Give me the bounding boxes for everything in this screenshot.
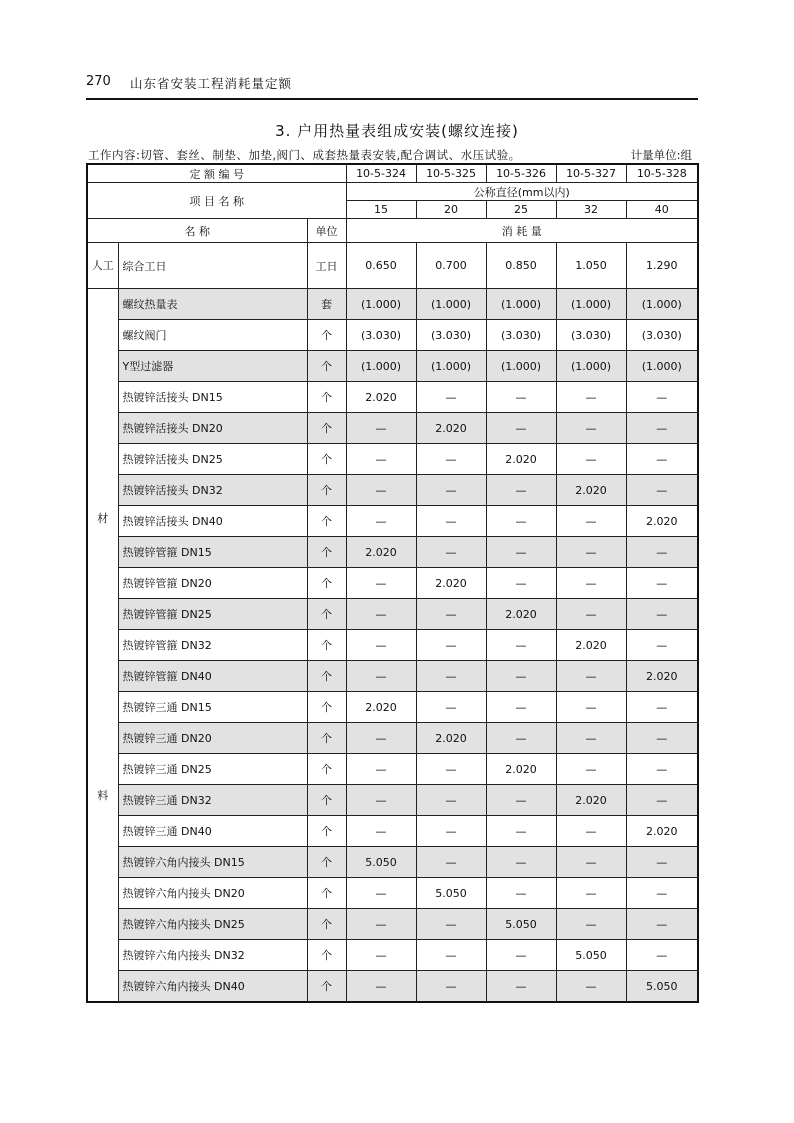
material-row — [87, 444, 698, 475]
labor-category: 人工 — [87, 243, 118, 289]
material-row — [87, 351, 698, 382]
quota-no-label: 定 额 编 号 — [87, 164, 346, 183]
material-unit: 套 — [307, 289, 346, 320]
material-unit: 个 — [307, 692, 346, 723]
material-value: 2.020 — [346, 382, 416, 413]
material-value: — — [416, 661, 486, 692]
material-value: — — [626, 847, 698, 878]
material-value: 2.020 — [556, 630, 626, 661]
material-unit: 个 — [307, 320, 346, 351]
material-value: — — [486, 692, 556, 723]
material-unit: 个 — [307, 878, 346, 909]
material-value: — — [486, 847, 556, 878]
material-value: — — [486, 785, 556, 816]
quota-code-row — [87, 164, 698, 183]
page-header — [86, 74, 698, 100]
material-value: — — [346, 413, 416, 444]
work-content: 工作内容:切管、套丝、制垫、加垫,阀门、成套热量表安装,配合调试、水压试验。 — [88, 148, 521, 162]
consumption-label: 消 耗 量 — [346, 219, 698, 243]
material-value: — — [556, 754, 626, 785]
diameter-cell: 32 — [556, 201, 626, 219]
labor-row — [87, 243, 698, 289]
material-name: 热镀锌管箍 DN20 — [118, 568, 307, 599]
book-title: 山东省安装工程消耗量定额 — [130, 76, 293, 91]
material-value: — — [346, 568, 416, 599]
material-value: 2.020 — [626, 816, 698, 847]
material-row — [87, 537, 698, 568]
material-value: — — [486, 878, 556, 909]
material-value: — — [346, 785, 416, 816]
material-unit: 个 — [307, 785, 346, 816]
material-value: (1.000) — [346, 289, 416, 320]
material-value: — — [486, 940, 556, 971]
material-value: — — [416, 537, 486, 568]
material-value: — — [346, 661, 416, 692]
material-value: — — [416, 754, 486, 785]
unit-of-measure: 计量单位:组 — [630, 148, 692, 162]
material-value: — — [626, 413, 698, 444]
material-unit: 个 — [307, 413, 346, 444]
material-value: — — [416, 816, 486, 847]
material-row — [87, 506, 698, 537]
material-row — [87, 940, 698, 971]
labor-unit: 工日 — [307, 243, 346, 289]
material-row — [87, 568, 698, 599]
material-value: 2.020 — [626, 661, 698, 692]
material-value: 5.050 — [626, 971, 698, 1003]
material-value: — — [486, 475, 556, 506]
material-value: (1.000) — [486, 289, 556, 320]
material-row — [87, 971, 698, 1003]
header-rule — [86, 98, 698, 100]
material-value: (1.000) — [416, 351, 486, 382]
material-row — [87, 723, 698, 754]
material-value: (1.000) — [626, 351, 698, 382]
material-value: — — [556, 413, 626, 444]
material-row — [87, 661, 698, 692]
material-name: 热镀锌三通 DN15 — [118, 692, 307, 723]
material-value: — — [626, 878, 698, 909]
diameter-label-row — [87, 183, 698, 201]
material-value: — — [626, 692, 698, 723]
material-row — [87, 816, 698, 847]
material-name: 热镀锌六角内接头 DN15 — [118, 847, 307, 878]
item-name-label: 项 目 名 称 — [87, 183, 346, 219]
quota-code-cell: 10-5-325 — [416, 164, 486, 183]
material-value: 2.020 — [416, 413, 486, 444]
quota-code-cell: 10-5-326 — [486, 164, 556, 183]
material-name: 螺纹阀门 — [118, 320, 307, 351]
material-value: 5.050 — [556, 940, 626, 971]
material-name: 热镀锌活接头 DN15 — [118, 382, 307, 413]
material-value: — — [346, 940, 416, 971]
material-value: 2.020 — [346, 692, 416, 723]
material-value: (3.030) — [626, 320, 698, 351]
material-category — [87, 289, 118, 1003]
material-value: — — [486, 971, 556, 1003]
material-value: — — [556, 537, 626, 568]
material-value: 2.020 — [486, 754, 556, 785]
material-name: 热镀锌管箍 DN32 — [118, 630, 307, 661]
material-unit: 个 — [307, 723, 346, 754]
material-value: — — [626, 382, 698, 413]
material-value: — — [486, 506, 556, 537]
material-value: (1.000) — [416, 289, 486, 320]
diameter-cell: 15 — [346, 201, 416, 219]
material-row — [87, 289, 698, 320]
material-row — [87, 630, 698, 661]
material-name: 热镀锌管箍 DN25 — [118, 599, 307, 630]
material-value: 2.020 — [416, 568, 486, 599]
material-value: (1.000) — [346, 351, 416, 382]
material-value: — — [346, 723, 416, 754]
material-name: 热镀锌六角内接头 DN32 — [118, 940, 307, 971]
labor-value: 0.850 — [486, 243, 556, 289]
material-value: — — [416, 971, 486, 1003]
material-unit: 个 — [307, 382, 346, 413]
material-value: — — [626, 754, 698, 785]
col-unit-label: 单位 — [307, 219, 346, 243]
diameter-cell: 40 — [626, 201, 698, 219]
labor-value: 1.050 — [556, 243, 626, 289]
material-unit: 个 — [307, 661, 346, 692]
material-value: — — [346, 506, 416, 537]
material-name: 热镀锌活接头 DN20 — [118, 413, 307, 444]
material-value: — — [556, 847, 626, 878]
material-value: (1.000) — [626, 289, 698, 320]
material-value: — — [416, 599, 486, 630]
material-value: — — [626, 785, 698, 816]
material-name: 热镀锌六角内接头 DN20 — [118, 878, 307, 909]
material-value: — — [626, 940, 698, 971]
material-value: 5.050 — [416, 878, 486, 909]
labor-value: 1.290 — [626, 243, 698, 289]
material-unit: 个 — [307, 568, 346, 599]
col-name-label: 名 称 — [87, 219, 307, 243]
material-unit: 个 — [307, 475, 346, 506]
material-value: — — [556, 816, 626, 847]
material-value: — — [626, 909, 698, 940]
material-value: — — [626, 630, 698, 661]
material-value: — — [346, 971, 416, 1003]
material-value: — — [416, 692, 486, 723]
material-name: 热镀锌三通 DN32 — [118, 785, 307, 816]
material-value: — — [626, 537, 698, 568]
material-value: — — [626, 723, 698, 754]
material-unit: 个 — [307, 754, 346, 785]
material-unit: 个 — [307, 630, 346, 661]
material-value: — — [416, 444, 486, 475]
material-value: — — [346, 599, 416, 630]
material-value: (1.000) — [486, 351, 556, 382]
material-value: — — [416, 475, 486, 506]
material-value: — — [486, 382, 556, 413]
material-row — [87, 692, 698, 723]
material-unit: 个 — [307, 816, 346, 847]
material-value: — — [626, 599, 698, 630]
material-name: Y型过滤器 — [118, 351, 307, 382]
material-value: — — [556, 382, 626, 413]
material-row — [87, 475, 698, 506]
material-name: 热镀锌管箍 DN15 — [118, 537, 307, 568]
material-value: — — [416, 909, 486, 940]
material-value: (3.030) — [486, 320, 556, 351]
material-value: 2.020 — [486, 444, 556, 475]
material-value: — — [626, 475, 698, 506]
labor-value: 0.650 — [346, 243, 416, 289]
material-row — [87, 878, 698, 909]
material-unit: 个 — [307, 444, 346, 475]
material-row — [87, 413, 698, 444]
material-value: — — [556, 971, 626, 1003]
material-name: 热镀锌六角内接头 DN40 — [118, 971, 307, 1003]
material-value: — — [486, 661, 556, 692]
material-value: 2.020 — [556, 475, 626, 506]
material-unit: 个 — [307, 847, 346, 878]
labor-name: 综合工日 — [118, 243, 307, 289]
material-name: 热镀锌六角内接头 DN25 — [118, 909, 307, 940]
material-category-bottom: 料 — [97, 789, 109, 803]
material-row — [87, 320, 698, 351]
material-unit: 个 — [307, 351, 346, 382]
material-unit: 个 — [307, 909, 346, 940]
material-name: 热镀锌活接头 DN40 — [118, 506, 307, 537]
material-value: — — [416, 630, 486, 661]
material-name: 热镀锌管箍 DN40 — [118, 661, 307, 692]
quota-code-cell: 10-5-324 — [346, 164, 416, 183]
material-row — [87, 382, 698, 413]
material-value: 5.050 — [346, 847, 416, 878]
quota-code-cell: 10-5-327 — [556, 164, 626, 183]
material-value: (3.030) — [416, 320, 486, 351]
material-value: (3.030) — [556, 320, 626, 351]
material-value: — — [556, 661, 626, 692]
material-unit: 个 — [307, 599, 346, 630]
material-name: 热镀锌三通 DN20 — [118, 723, 307, 754]
material-value: — — [556, 506, 626, 537]
material-value: — — [486, 413, 556, 444]
material-value: 2.020 — [346, 537, 416, 568]
material-value: — — [416, 506, 486, 537]
material-name: 热镀锌三通 DN40 — [118, 816, 307, 847]
material-name: 螺纹热量表 — [118, 289, 307, 320]
material-value: (1.000) — [556, 289, 626, 320]
material-value: — — [346, 909, 416, 940]
material-value: — — [556, 909, 626, 940]
material-value: — — [486, 723, 556, 754]
material-value: (1.000) — [556, 351, 626, 382]
material-row — [87, 599, 698, 630]
quota-code-cell: 10-5-328 — [626, 164, 698, 183]
material-name: 热镀锌三通 DN25 — [118, 754, 307, 785]
material-row — [87, 909, 698, 940]
material-value: — — [486, 630, 556, 661]
material-row — [87, 754, 698, 785]
material-value: (3.030) — [346, 320, 416, 351]
material-value: — — [346, 475, 416, 506]
material-value: 5.050 — [486, 909, 556, 940]
material-value: — — [416, 382, 486, 413]
material-unit: 个 — [307, 537, 346, 568]
material-value: — — [556, 568, 626, 599]
diameter-cell: 25 — [486, 201, 556, 219]
material-value: — — [486, 568, 556, 599]
material-value: — — [626, 568, 698, 599]
material-value: — — [556, 878, 626, 909]
material-value: — — [486, 537, 556, 568]
material-name: 热镀锌活接头 DN25 — [118, 444, 307, 475]
material-value: — — [486, 816, 556, 847]
diameter-label: 公称直径(mm以内) — [346, 183, 698, 201]
material-unit: 个 — [307, 971, 346, 1003]
material-value: — — [556, 723, 626, 754]
material-value: — — [626, 444, 698, 475]
material-value: — — [346, 816, 416, 847]
material-value: — — [556, 599, 626, 630]
material-value: — — [346, 754, 416, 785]
material-value: — — [416, 940, 486, 971]
material-name: 热镀锌活接头 DN32 — [118, 475, 307, 506]
column-header-row — [87, 219, 698, 243]
material-value: 2.020 — [556, 785, 626, 816]
labor-value: 0.700 — [416, 243, 486, 289]
page-number: 270 — [86, 74, 111, 89]
section-title: 3. 户用热量表组成安装(螺纹连接) — [275, 122, 519, 140]
material-row — [87, 785, 698, 816]
material-value: — — [346, 878, 416, 909]
quota-table — [86, 163, 699, 1003]
material-value: — — [416, 847, 486, 878]
material-row — [87, 847, 698, 878]
material-unit: 个 — [307, 940, 346, 971]
material-value: 2.020 — [416, 723, 486, 754]
material-value: — — [346, 630, 416, 661]
material-value: — — [346, 444, 416, 475]
material-value: 2.020 — [486, 599, 556, 630]
material-category-top: 材 — [97, 511, 109, 525]
material-value: — — [556, 444, 626, 475]
diameter-cell: 20 — [416, 201, 486, 219]
material-value: — — [556, 692, 626, 723]
material-value: — — [416, 785, 486, 816]
material-unit: 个 — [307, 506, 346, 537]
material-value: 2.020 — [626, 506, 698, 537]
